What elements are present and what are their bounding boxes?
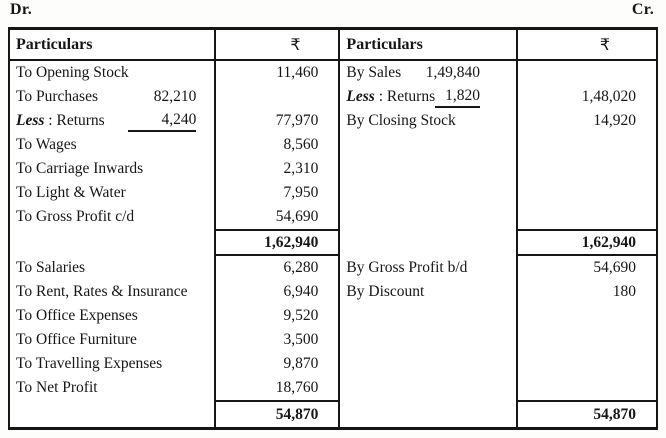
particulars-cell [10,229,214,256]
amount-cell: 54,690 [516,256,656,280]
amount-cell: 1,62,940 [214,229,338,256]
particulars-cell [340,85,516,109]
particulars-cell [10,157,214,181]
rupee-symbol-header: ₹ [214,30,338,59]
less-keyword: Less [346,88,375,105]
entry-label: To Carriage Inwards [16,160,144,177]
table-row [10,376,338,400]
table-row [10,280,338,304]
table-row [10,157,338,181]
amount-cell [516,61,656,85]
amount-cell: 77,970 [214,109,338,133]
table-row [340,352,656,376]
cr-label: Cr. [631,1,654,18]
table-row [340,280,656,304]
table-row [340,85,656,109]
particulars-cell [340,133,516,157]
particulars-cell [340,304,516,328]
particulars-cell [340,400,516,427]
table-row [340,205,656,229]
total-row [340,229,656,256]
amount-cell: 54,870 [516,400,656,427]
table-row [340,181,656,205]
debit-side [10,30,338,427]
entry-label: Less : Returns [346,88,436,105]
particulars-cell [340,352,516,376]
amount-cell [516,376,656,400]
particulars-cell [340,157,516,181]
table-row [340,328,656,352]
entry-label: To Office Expenses [16,307,138,324]
inline-amount: 1,820 [435,87,480,108]
amount-cell [516,205,656,229]
amount-cell: 7,950 [214,181,338,205]
particulars-cell [10,205,214,229]
debit-particulars-header: Particulars [16,35,93,53]
total-row [10,229,338,256]
particulars-cell [340,109,516,133]
entry-label: By Gross Profit b/d [346,259,468,276]
particulars-cell [10,328,214,352]
particulars-cell [10,85,214,109]
table-row [340,376,656,400]
table-row [10,328,338,352]
entry-label: To Purchases [16,88,98,105]
amount-cell: 8,560 [214,133,338,157]
credit-header-row [340,30,656,61]
particulars-cell [340,61,516,85]
table-row [10,133,338,157]
particulars-cell [10,109,214,133]
table-row [10,304,338,328]
table-row [340,61,656,85]
amount-cell: 1,48,020 [516,85,656,109]
particulars-cell [10,256,214,280]
amount-cell: 18,760 [214,376,338,400]
table-row [10,256,338,280]
amount-cell: 3,500 [214,328,338,352]
entry-label: To Salaries [16,259,86,276]
particulars-cell [10,304,214,328]
entry-label: To Travelling Expenses [16,355,163,372]
credit-rows [340,61,656,427]
particulars-cell [340,181,516,205]
entry-label: To Gross Profit c/d [16,208,135,225]
entry-label: To Opening Stock [16,64,129,81]
particulars-cell [340,256,516,280]
entry-label: By Closing Stock [346,112,456,129]
total-row [10,400,338,427]
table-row [10,352,338,376]
entry-label: To Wages [16,136,77,153]
amount-cell [516,133,656,157]
table-row [10,61,338,85]
particulars-cell [340,376,516,400]
particulars-cell [10,352,214,376]
amount-cell: 14,920 [516,109,656,133]
particulars-cell [10,400,214,427]
amount-cell: 1,62,940 [516,229,656,256]
amount-cell: 6,940 [214,280,338,304]
amount-cell: 11,460 [214,61,338,85]
table-row [340,133,656,157]
entry-label: Less : Returns [16,112,105,129]
amount-cell: 9,870 [214,352,338,376]
total-row [340,400,656,427]
inline-amount: 4,240 [128,111,197,132]
table-row [340,304,656,328]
table-row [10,181,338,205]
entry-label: To Net Profit [16,379,98,396]
debit-header-row [10,30,338,61]
table-row [10,205,338,229]
particulars-cell [10,61,214,85]
entry-label: To Office Furniture [16,331,137,348]
table-row [10,85,338,109]
trading-profit-loss-account-table [8,27,658,430]
particulars-cell [340,205,516,229]
amount-cell: 2,310 [214,157,338,181]
particulars-cell [10,376,214,400]
amount-cell [516,181,656,205]
entry-label: To Rent, Rates & Insurance [16,283,188,300]
particulars-cell [340,328,516,352]
amount-cell [516,304,656,328]
debit-rows [10,61,338,427]
amount-cell [516,328,656,352]
particulars-cell [10,280,214,304]
dr-label: Dr. [10,1,33,18]
amount-cell: 54,870 [214,400,338,427]
particulars-cell [10,133,214,157]
table-row [340,256,656,280]
amount-cell [214,85,338,109]
particulars-cell [340,280,516,304]
less-keyword: Less [16,112,45,129]
amount-cell: 6,280 [214,256,338,280]
table-row [340,109,656,133]
amount-cell: 9,520 [214,304,338,328]
table-row [340,157,656,181]
amount-cell [516,352,656,376]
credit-particulars-header: Particulars [346,35,423,53]
amount-cell: 54,690 [214,205,338,229]
particulars-cell [10,181,214,205]
inline-amount: 82,210 [153,88,197,105]
amount-cell [516,157,656,181]
entry-label: By Sales [346,64,402,81]
table-row [10,109,338,133]
entry-label: To Light & Water [16,184,126,201]
entry-label: By Discount [346,283,425,300]
rupee-symbol-header: ₹ [516,30,656,59]
particulars-cell [340,229,516,256]
amount-cell: 180 [516,280,656,304]
inline-amount: 1,49,840 [425,64,480,81]
credit-side [338,30,656,427]
